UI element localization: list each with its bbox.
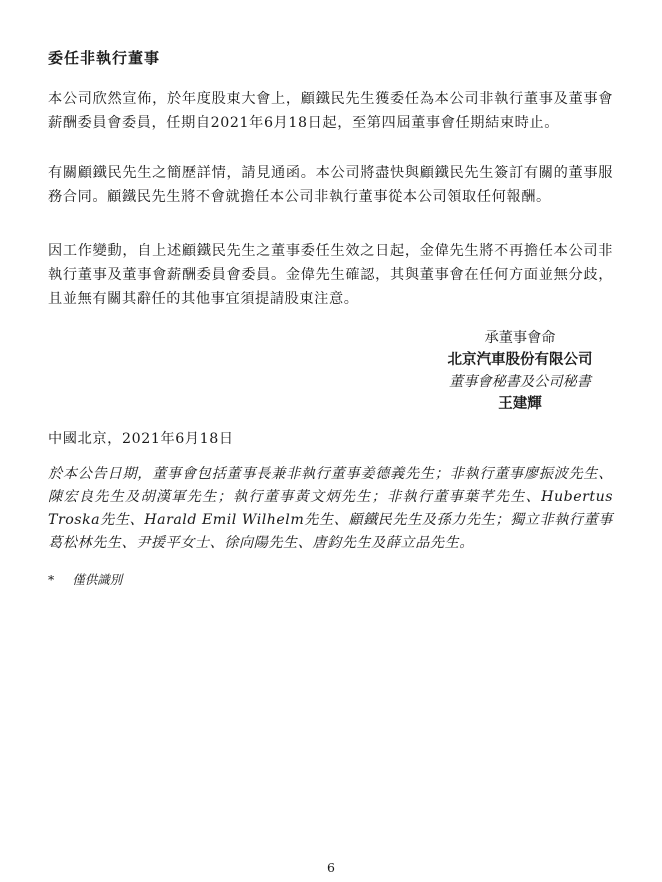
- page-number: 6: [327, 860, 335, 875]
- footnote-text: 僅供識別: [72, 572, 123, 587]
- signature-role: 董事會秘書及公司秘書: [449, 374, 591, 390]
- place-date-line: 中國北京，2021年6月18日: [48, 431, 234, 447]
- signature-name: 王建輝: [498, 396, 542, 412]
- board-composition-statement: 於本公告日期，董事會包括董事長兼非執行董事姜德義先生；非執行董事廖振波先生、陳宏良先生及胡漢軍先生；執行董事黃文炳先生；非執行董事葉芊先生、Hubertus Troska先生、Harald Emil Wilhelm先生、顧鐵民先生及孫力先生；獨立非執行董事葛松林先生、尹援平女士、徐向陽先生、唐鈞先生及薛立品先生。: [48, 466, 613, 551]
- resignation-paragraph: 因工作變動，自上述顧鐵民先生之董事委任生效之日起，金偉先生將不再擔任本公司非執行董事及董事會薪酬委員會委員。金偉先生確認，其與董事會在任何方面並無分歧，且並無有關其辭任的其他事宜須提請股東注意。: [48, 243, 613, 307]
- section-heading: 委任非執行董事: [48, 49, 161, 67]
- biography-paragraph: 有關顧鐵民先生之簡歷詳情，請見通函。本公司將盡快與顧鐵民先生簽訂有關的董事服務合同。顧鐵民先生將不會就擔任本公司非執行董事從本公司領取任何報酬。: [48, 165, 613, 205]
- signature-block: [420, 327, 620, 415]
- footnote: [48, 570, 122, 588]
- signature-company: 北京汽車股份有限公司: [447, 352, 593, 368]
- appointment-paragraph: 本公司欣然宣佈，於年度股東大會上，顧鐵民先生獲委任為本公司非執行董事及董事會薪酬委員會委員，任期自2021年6月18日起，至第四屆董事會任期結束時止。: [48, 91, 613, 131]
- footnote-mark: *: [48, 572, 55, 587]
- signature-order: 承董事會命: [484, 330, 556, 346]
